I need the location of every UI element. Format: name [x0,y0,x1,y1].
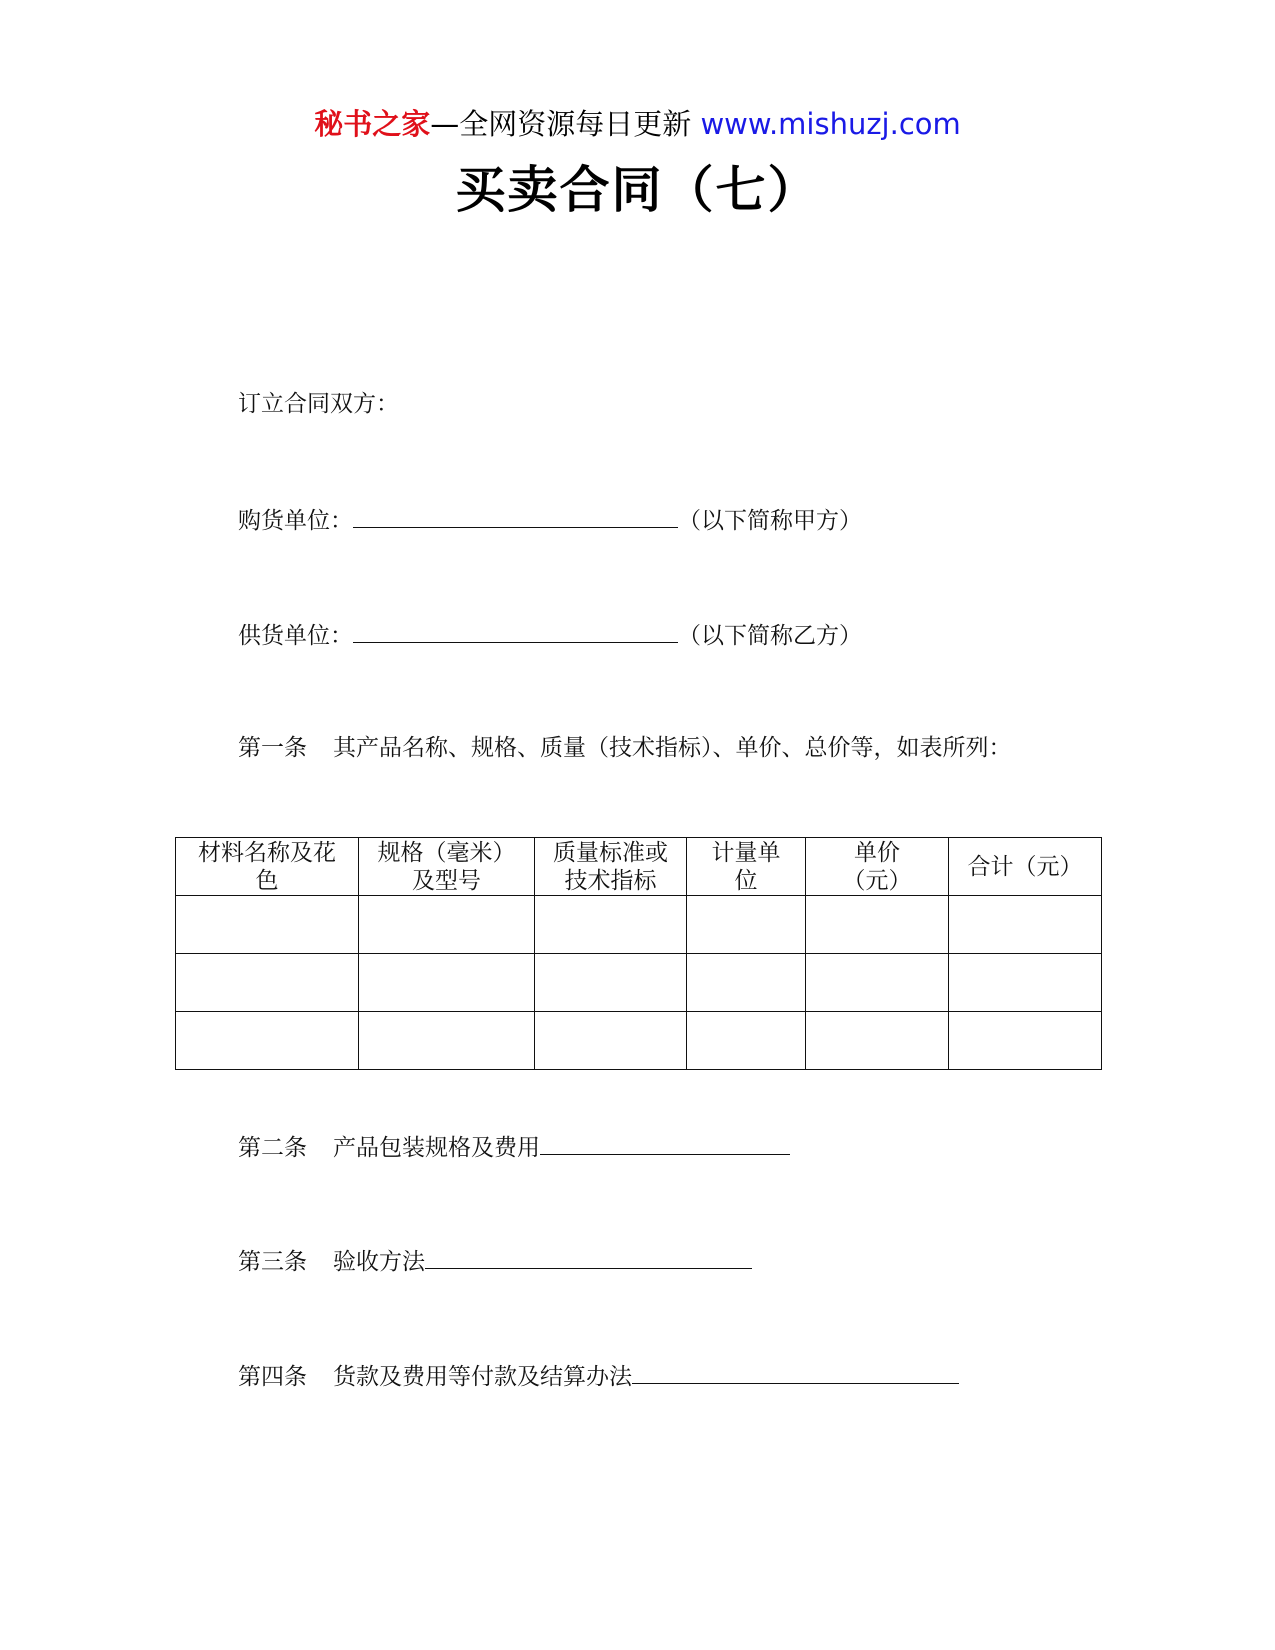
seller-blank-field[interactable] [353,618,678,643]
table-cell[interactable] [949,896,1102,954]
document-title: 买卖合同（七） [455,161,820,219]
article-3-number: 第三条 [238,1249,307,1275]
header-dash: — [430,107,460,141]
buyer-blank-field[interactable] [353,503,678,528]
table-cell[interactable] [176,954,359,1012]
buyer-line [238,503,862,537]
buyer-suffix: （以下简称甲方） [678,508,862,534]
site-header [0,104,1275,144]
article-3 [238,1244,752,1278]
seller-line [238,618,862,652]
article-3-blank-field[interactable] [425,1244,752,1269]
buyer-label: 购货单位： [238,508,353,534]
article-2-text: 产品包装规格及费用 [333,1135,540,1161]
table-cell[interactable] [359,1012,535,1070]
table-row [176,896,1102,954]
table-cell[interactable] [806,954,949,1012]
table-cell[interactable] [687,896,806,954]
table-header-row [176,838,1102,896]
article-4-text: 货款及费用等付款及结算办法 [333,1364,632,1390]
column-header-spec: 规格（毫米） 及型号 [359,838,535,896]
table-row [176,1012,1102,1070]
article-1-text: 其产品名称、规格、质量（技术指标）、单价、总价等，如表所列： [333,735,1012,761]
parties-intro: 订立合同双方： [238,391,399,417]
table-cell[interactable] [359,954,535,1012]
header-tagline: 全网资源每日更新 [459,107,692,141]
table-cell[interactable] [359,896,535,954]
article-4 [238,1359,959,1393]
column-header-total: 合计（元） [949,838,1102,896]
brand-name: 秘书之家 [314,107,431,141]
seller-label: 供货单位： [238,623,353,649]
article-2-number: 第二条 [238,1135,307,1161]
article-4-number: 第四条 [238,1364,307,1390]
article-3-text: 验收方法 [333,1249,425,1275]
table-cell[interactable] [176,1012,359,1070]
article-2-blank-field[interactable] [540,1130,790,1155]
table-cell[interactable] [687,1012,806,1070]
table-cell[interactable] [949,954,1102,1012]
table-cell[interactable] [535,896,687,954]
table-cell[interactable] [535,1012,687,1070]
article-1 [238,732,1012,764]
table-cell[interactable] [535,954,687,1012]
article-4-blank-field[interactable] [632,1359,959,1384]
header-url-link[interactable]: www.mishuzj.com [700,107,961,141]
column-header-quality: 质量标准或 技术指标 [535,838,687,896]
table-cell[interactable] [806,896,949,954]
column-header-unit: 计量单 位 [687,838,806,896]
table-cell[interactable] [687,954,806,1012]
article-1-number: 第一条 [238,735,307,761]
table-row [176,954,1102,1012]
goods-table [175,837,1102,1070]
table-cell[interactable] [176,896,359,954]
table-cell[interactable] [806,1012,949,1070]
column-header-price: 单价 （元） [806,838,949,896]
article-2 [238,1130,790,1164]
column-header-material: 材料名称及花 色 [176,838,359,896]
seller-suffix: （以下简称乙方） [678,623,862,649]
table-cell[interactable] [949,1012,1102,1070]
